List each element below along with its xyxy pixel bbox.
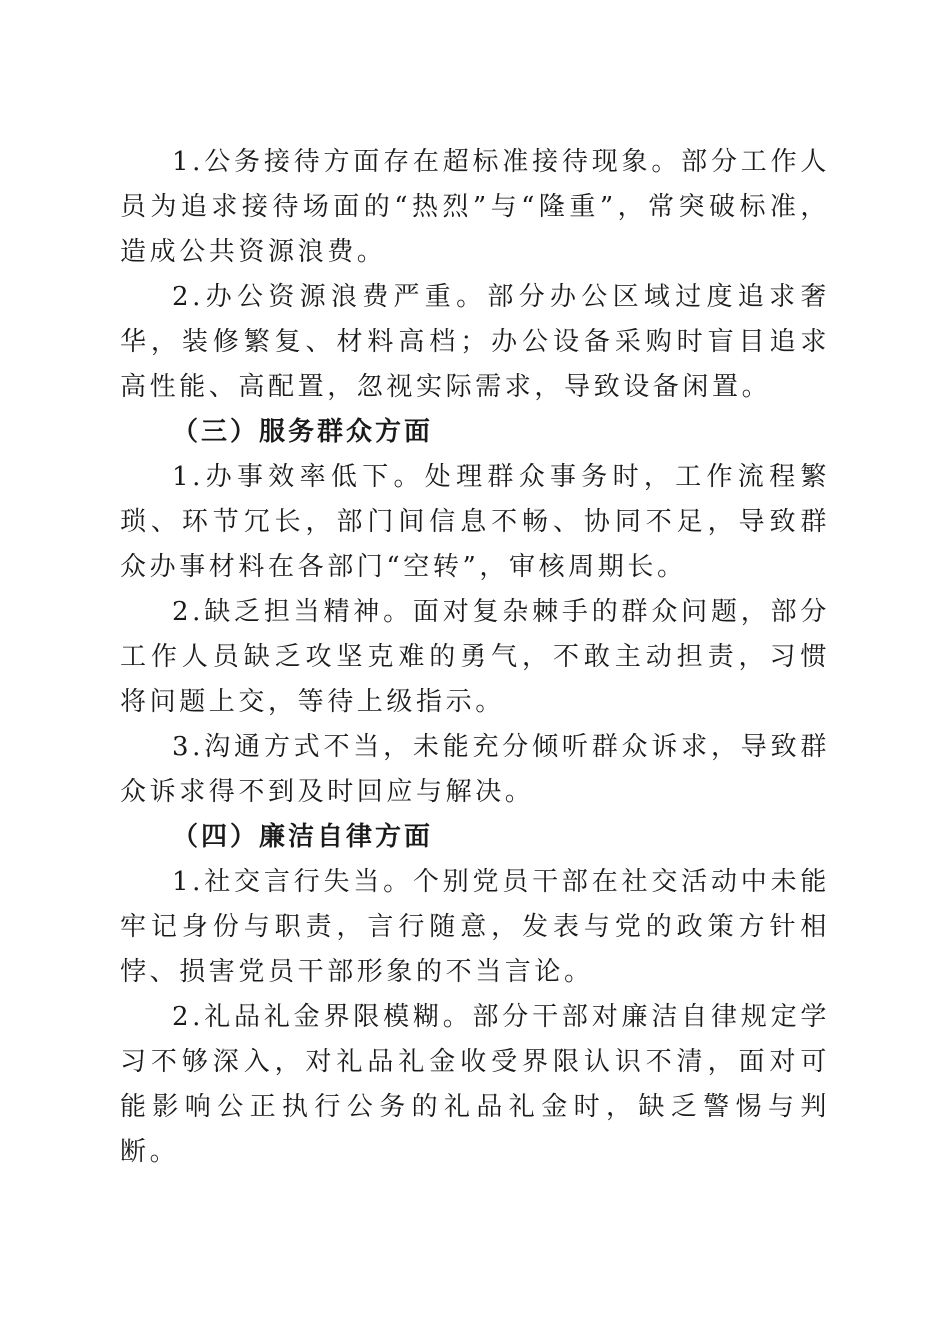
paragraph-low-efficiency: 1.办事效率低下。处理群众事务时，工作流程繁琐、环节冗长，部门间信息不畅、协同不足，导致群众办事材料在各部门“空转”，审核周期长。	[120, 462, 830, 582]
section-heading-serving-public: （三）服务群众方面	[172, 417, 434, 447]
paragraph-reception-overspending: 1.公务接待方面存在超标准接待现象。部分工作人员为追求接待场面的“热烈”与“隆重”，常突破标准，造成公共资源浪费。	[120, 147, 830, 267]
section-heading-integrity: （四）廉洁自律方面	[172, 822, 434, 852]
paragraph-social-conduct: 1.社交言行失当。个别党员干部在社交活动中未能牢记身份与职责，言行随意，发表与党的政策方针相悖、损害党员干部形象的不当言论。	[120, 867, 830, 987]
paragraph-gift-boundaries: 2.礼品礼金界限模糊。部分干部对廉洁自律规定学习不够深入，对礼品礼金收受界限认识不清，面对可能影响公正执行公务的礼品礼金时，缺乏警惕与判断。	[120, 1002, 830, 1167]
paragraph-improper-communication: 3.沟通方式不当，未能充分倾听群众诉求，导致群众诉求得不到及时回应与解决。	[120, 732, 830, 807]
document-body	[120, 140, 830, 1175]
paragraph-office-resource-waste: 2.办公资源浪费严重。部分办公区域过度追求奢华，装修繁复、材料高档；办公设备采购时盲目追求高性能、高配置，忽视实际需求，导致设备闲置。	[120, 282, 830, 402]
paragraph-lack-of-responsibility: 2.缺乏担当精神。面对复杂棘手的群众问题，部分工作人员缺乏攻坚克难的勇气，不敢主动担责，习惯将问题上交，等待上级指示。	[120, 597, 830, 717]
